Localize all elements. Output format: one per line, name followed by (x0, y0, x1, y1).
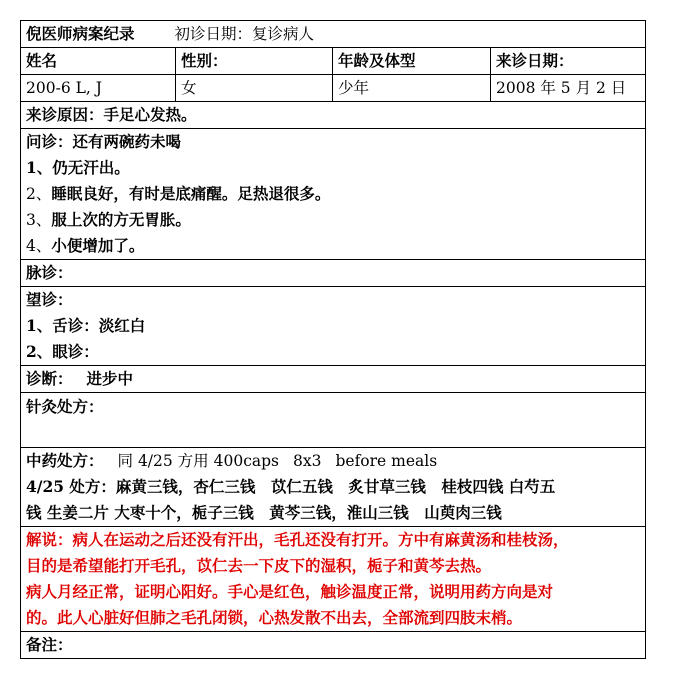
name-value: 200-6 L, J (21, 75, 176, 102)
observation-row (21, 287, 646, 366)
inquiry-item: 2、睡眠良好，有时是底痛醒。足热退很多。 (26, 184, 331, 203)
diagnosis-value: 进步中 (86, 369, 134, 388)
inquiry-item: 1、仍无汗出。 (26, 158, 130, 177)
explanation-line: 目的是希望能打开毛孔，苡仁去一下皮下的湿积，栀子和黄芩去热。 (26, 556, 492, 575)
record-title: 倪医师病案纪录 (26, 24, 135, 43)
herbal-dose: 8x3 (293, 452, 322, 470)
patient-header-row (21, 48, 646, 75)
inquiry-item: 3、服上次的方无胃胀。 (26, 210, 191, 229)
visit-reason: 来诊原因：手足心发热。 (21, 102, 646, 129)
herbal-line-2: 4/25 处方：麻黄三钱，杏仁三钱 苡仁五钱 炙甘草三钱 桂枝四钱 白芍五 (26, 477, 556, 496)
observation-item: 2、眼诊： (26, 342, 99, 361)
age-build-value: 少年 (333, 75, 491, 102)
diagnosis-label: 诊断： (26, 369, 73, 388)
remarks-row (21, 632, 646, 659)
explanation-line: 病人月经正常，证明心阳好。手心是红色，触诊温度正常，说明用药方向是对 (26, 582, 554, 601)
visit-date-value: 2008 年 5 月 2 日 (491, 75, 646, 102)
sex-label: 性别： (176, 48, 333, 75)
sex-value: 女 (176, 75, 333, 102)
observation-title: 望诊： (26, 290, 73, 309)
acupuncture-row (21, 393, 646, 448)
explanation-line: 的。此人心脏好但肺之毛孔闭锁，心热发散不出去，全部流到四肢末梢。 (26, 608, 523, 627)
age-build-label: 年龄及体型 (333, 48, 491, 75)
explanation-label: 解说： (26, 530, 73, 549)
herbal-prescription (21, 448, 646, 527)
acupuncture-prescription: 针灸处方： (21, 393, 646, 448)
patient-values-row (21, 75, 646, 102)
visit-date-label: 来诊日期： (491, 48, 646, 75)
explanation-row (21, 527, 646, 632)
herbal-timing: before meals (335, 452, 438, 470)
explanation-section (21, 527, 646, 632)
first-visit-date: 初诊日期：复诊病人 (174, 25, 315, 43)
header-row (21, 21, 646, 48)
reason-row (21, 102, 646, 129)
observation-item: 1、舌诊：淡红白 (26, 316, 146, 335)
inquiry-section (21, 129, 646, 260)
herbal-same-as: 同 4/25 方用 400caps (117, 452, 279, 470)
name-label: 姓名 (21, 48, 176, 75)
explanation-line: 解说：病人在运动之后还没有汗出，毛孔还没有打开。方中有麻黄汤和桂枝汤， (26, 530, 569, 549)
inquiry-item: 4、小便增加了。 (26, 236, 145, 255)
diagnosis (21, 366, 646, 393)
herbal-line-1 (26, 448, 640, 474)
inquiry-title: 问诊：还有两碗药未喝 (26, 132, 182, 151)
pulse-row (21, 260, 646, 287)
herbal-row (21, 448, 646, 527)
remarks: 备注： (21, 632, 646, 659)
herbal-label: 中药处方： (26, 451, 104, 470)
inquiry-row (21, 129, 646, 260)
observation-section (21, 287, 646, 366)
pulse-diagnosis: 脉诊： (21, 260, 646, 287)
diagnosis-row (21, 366, 646, 393)
case-record-table (20, 20, 646, 659)
herbal-line-3: 钱 生姜二片 大枣十个，栀子三钱 黄芩三钱，淮山三钱 山萸肉三钱 (26, 503, 502, 522)
